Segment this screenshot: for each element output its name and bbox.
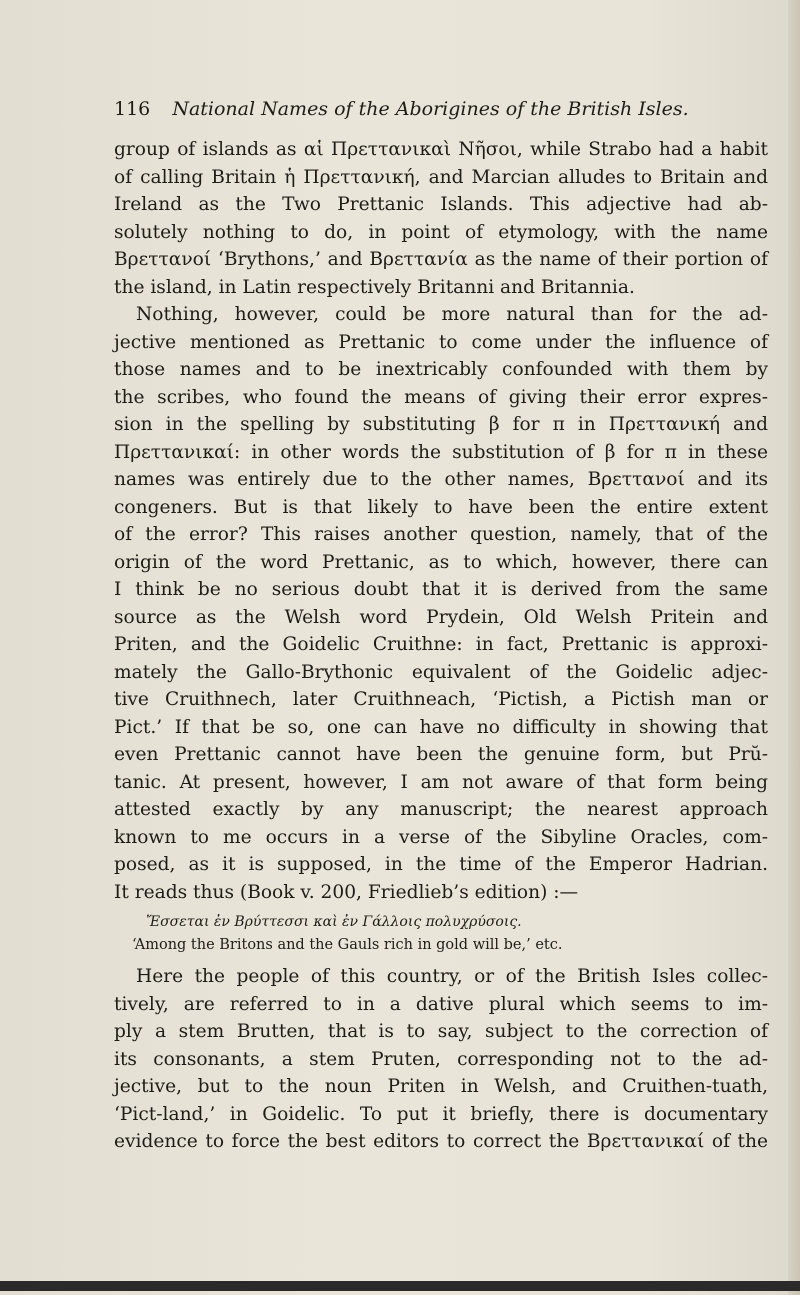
text-line: posed, as it is supposed, in the time of the Emperor Hadrian.: [114, 854, 768, 875]
text-line: origin of the word Prettanic, as to which, however, there can: [114, 551, 768, 573]
text-line: the island, in Latin respectively Britanni and Britannia.: [114, 276, 635, 298]
text-line: its consonants, a stem Pruten, corresponding not to the ad-: [114, 1048, 768, 1070]
bottom-edge-bar: [0, 1281, 800, 1291]
running-title: National Names of the Aborigines of the British Isles.: [172, 98, 689, 120]
text-line: attested exactly by any manuscript; the nearest approach: [114, 799, 768, 820]
text-line: I think be no serious doubt that it is derived from the same: [114, 579, 768, 600]
text-line: tanic. At present, however, I am not aware of that form being: [114, 771, 768, 793]
text-line: those names and to be inextricably confounded with them by: [114, 359, 768, 380]
text-line: congeners. But is that likely to have been the entire extent: [114, 496, 768, 518]
text-line: Priten, and the Goidelic Cruithne: in fact, Prettanic is approxi-: [114, 634, 768, 655]
text-line: even Prettanic cannot have been the genuine form, but Prŭ-: [114, 744, 768, 765]
text-line: of the error? This raises another question, namely, that of the: [114, 524, 768, 545]
body-text: [114, 136, 768, 1156]
text-line: names was entirely due to the other names, Βρεττανοί and its: [114, 469, 768, 490]
text-line: Βρεττανοί ‘Brythons,’ and Βρεττανία as the name of their portion of: [114, 249, 768, 270]
text-line: source as the Welsh word Prydein, Old Welsh Pritein and: [114, 606, 768, 628]
text-line: solutely nothing to do, in point of etymology, with the name: [114, 221, 768, 243]
text-line: evidence to force the best editors to correct the Βρεττανικαί of the: [114, 1131, 768, 1152]
text-line: It reads thus (Book v. 200, Friedlieb’s edition) :—: [114, 881, 579, 903]
page-header: [114, 98, 734, 120]
text-line: tive Cruithnech, later Cruithneach, ‘Pictish, a Pictish man or: [114, 689, 768, 710]
text-line: jective mentioned as Prettanic to come under the influence of: [114, 331, 768, 353]
page-edge-shadow: [788, 0, 800, 1295]
text-line: of calling Britain ἡ Πρεττανική, and Marcian alludes to Britain and: [114, 166, 768, 188]
quotation-translation: ‘Among the Britons and the Gauls rich in gold will be,’ etc.: [132, 937, 563, 953]
page-number: 116: [114, 98, 151, 120]
text-line: the scribes, who found the means of giving their error expres-: [114, 386, 768, 408]
text-line: Ireland as the Two Prettanic Islands. This adjective had ab-: [114, 194, 768, 215]
text-line: Nothing, however, could be more natural than for the ad-: [136, 304, 768, 325]
text-line: Πρεττανικαί: in other words the substitution of β for π in these: [114, 441, 768, 463]
text-line: Pict.’ If that be so, one can have no difficulty in showing that: [114, 716, 768, 738]
text-line: tively, are referred to in a dative plural which seems to im-: [114, 993, 768, 1015]
text-line: ply a stem Brutten, that is to say, subject to the correction of: [114, 1021, 768, 1042]
text-line: sion in the spelling by substituting β for π in Πρεττανική and: [114, 414, 768, 435]
text-line: known to me occurs in a verse of the Sibyline Oracles, com-: [114, 826, 768, 848]
greek-quotation: Ἔσσεται ἐν Βρύττεσσι καὶ ἐν Γάλλοις πολυχρύσοις.: [146, 914, 522, 930]
text-line: ‘Pict-land,’ in Goidelic. To put it briefly, there is documentary: [114, 1103, 768, 1125]
text-line: mately the Gallo-Brythonic equivalent of the Goidelic adjec-: [114, 661, 768, 683]
text-line: jective, but to the noun Priten in Welsh, and Cruithen-tuath,: [114, 1076, 768, 1097]
text-line: group of islands as αἱ Πρεττανικαὶ Νῆσοι, while Strabo had a habit: [114, 139, 768, 160]
text-line: Here the people of this country, or of the British Isles collec-: [136, 966, 768, 987]
